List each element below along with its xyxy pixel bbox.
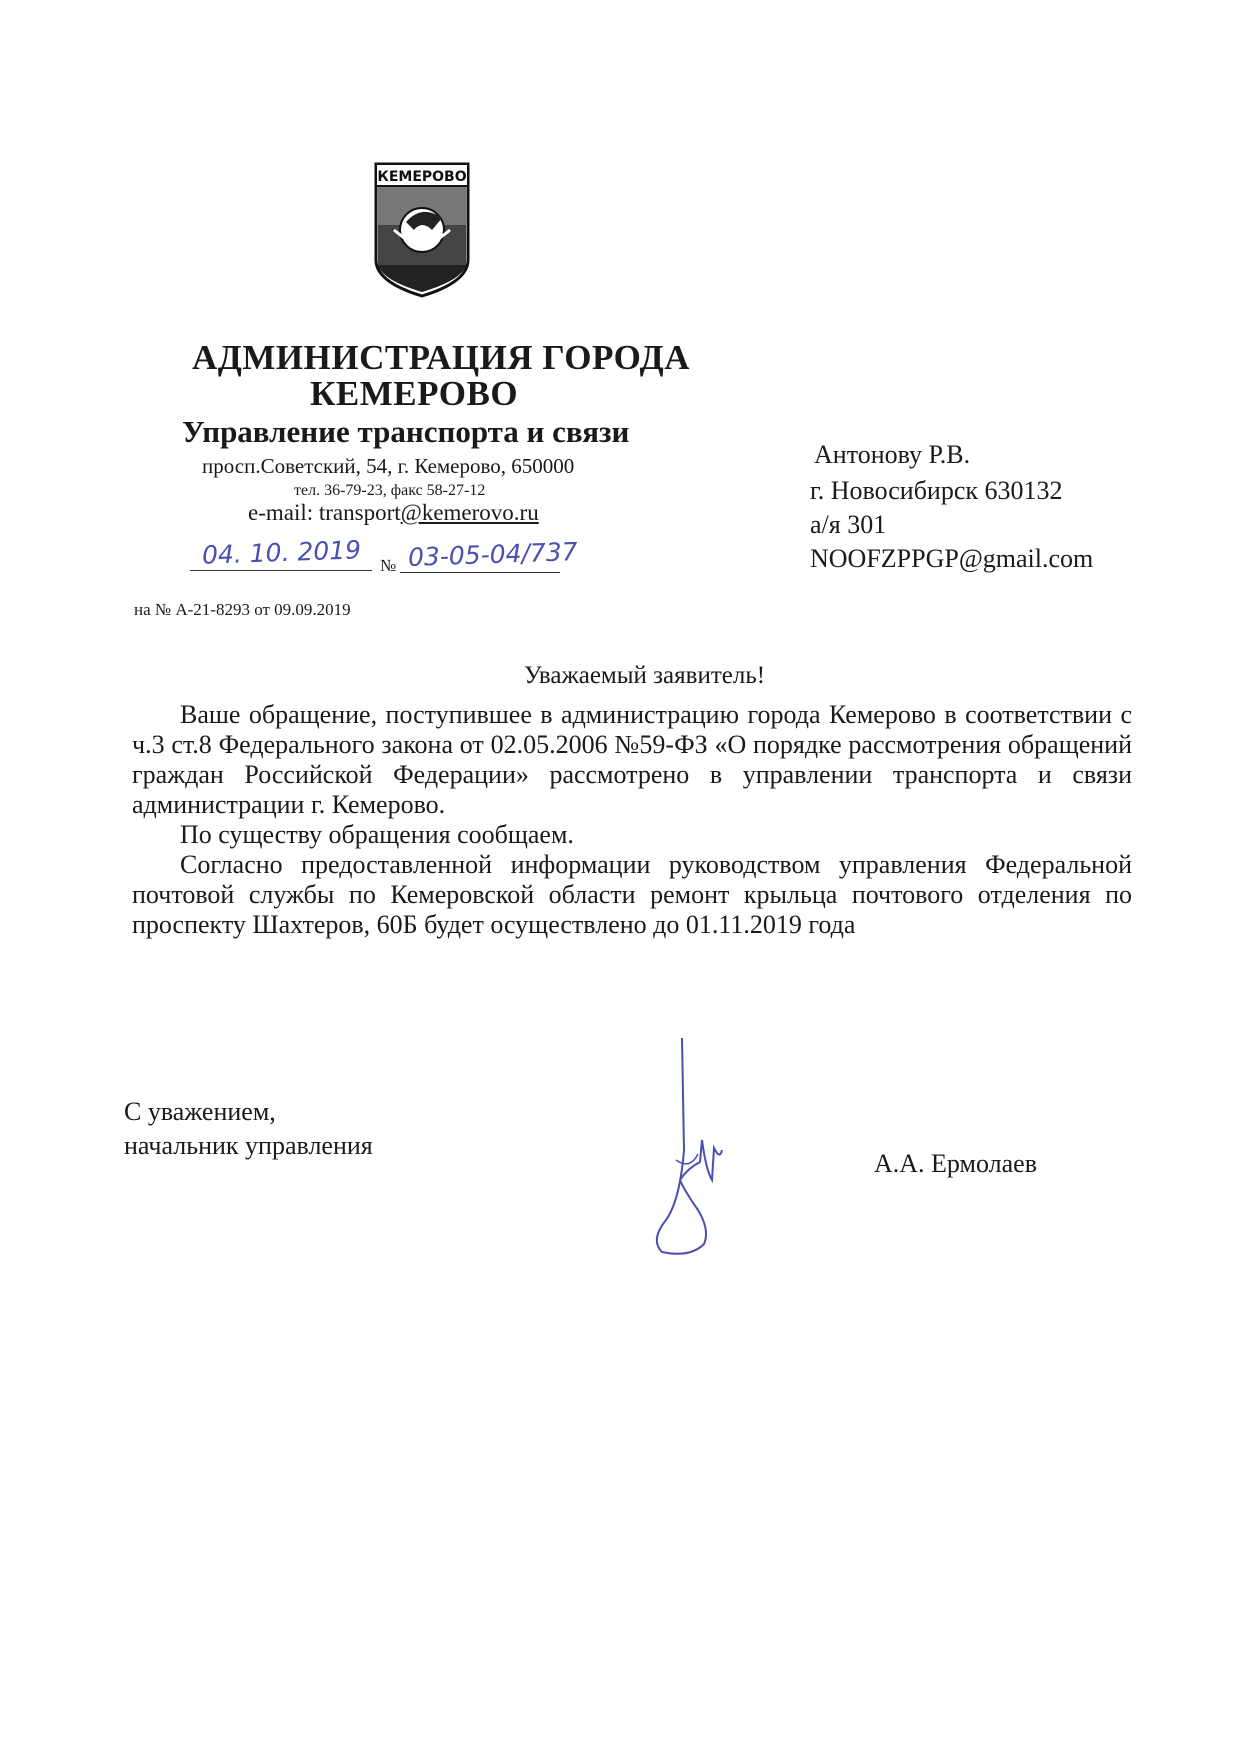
org-email-prefix: e-mail: transport	[248, 500, 401, 525]
closing-position: начальник управления	[124, 1131, 373, 1160]
signature-icon	[640, 1030, 750, 1260]
recipient-po-box: а/я 301	[810, 510, 887, 539]
registration-number-sign: №	[380, 556, 397, 575]
emblem-label: КЕМЕРОВО	[377, 169, 467, 185]
registration-number-line	[400, 572, 560, 573]
org-name-line2: КЕМЕРОВО	[310, 374, 519, 413]
reference-line: на № А-21-8293 от 09.09.2019	[134, 600, 351, 619]
recipient-name: Антонову Р.В.	[814, 440, 971, 469]
city-emblem-icon	[372, 160, 472, 300]
department-name: Управление транспорта и связи	[182, 414, 630, 449]
recipient-email: NOOFZPPGP@gmail.com	[810, 544, 1094, 573]
registration-date-line	[190, 570, 372, 571]
letter-body	[132, 700, 1132, 940]
registration-number: 03-05-04/737	[407, 537, 579, 572]
org-email-domain: @kemerovo.ru	[400, 500, 539, 525]
registration-date: 04. 10. 2019	[201, 535, 362, 570]
closing-regards: С уважением,	[124, 1097, 276, 1126]
body-paragraph-3: Согласно предоставленной информации руководством управления Федеральной почтовой службы по Кемеровской области ремонт крыльца почтового отделения по проспекту Шахтеров, 60Б будет осуществлено до 01.11.2019 года	[132, 850, 1132, 939]
signer-name: А.А. Ермолаев	[874, 1149, 1037, 1178]
org-name-line1: АДМИНИСТРАЦИЯ ГОРОДА	[192, 338, 690, 377]
org-phones: тел. 36-79-23, факс 58-27-12	[294, 482, 486, 499]
recipient-city: г. Новосибирск 630132	[810, 476, 1063, 505]
body-paragraph-1: Ваше обращение, поступившее в администрацию города Кемерово в соответствии с ч.3 ст.8 Федерального закона от 02.05.2006 №59-ФЗ «О порядке рассмотрения обращений граждан Российской Федерации» рассмотрено в управлении транспорта и связи администрации г. Кемерово.	[132, 700, 1132, 819]
org-address: просп.Советский, 54, г. Кемерово, 650000	[202, 454, 575, 478]
org-email	[248, 500, 539, 526]
salutation: Уважаемый заявитель!	[524, 662, 766, 689]
body-paragraph-2: По существу обращения сообщаем.	[180, 820, 574, 849]
